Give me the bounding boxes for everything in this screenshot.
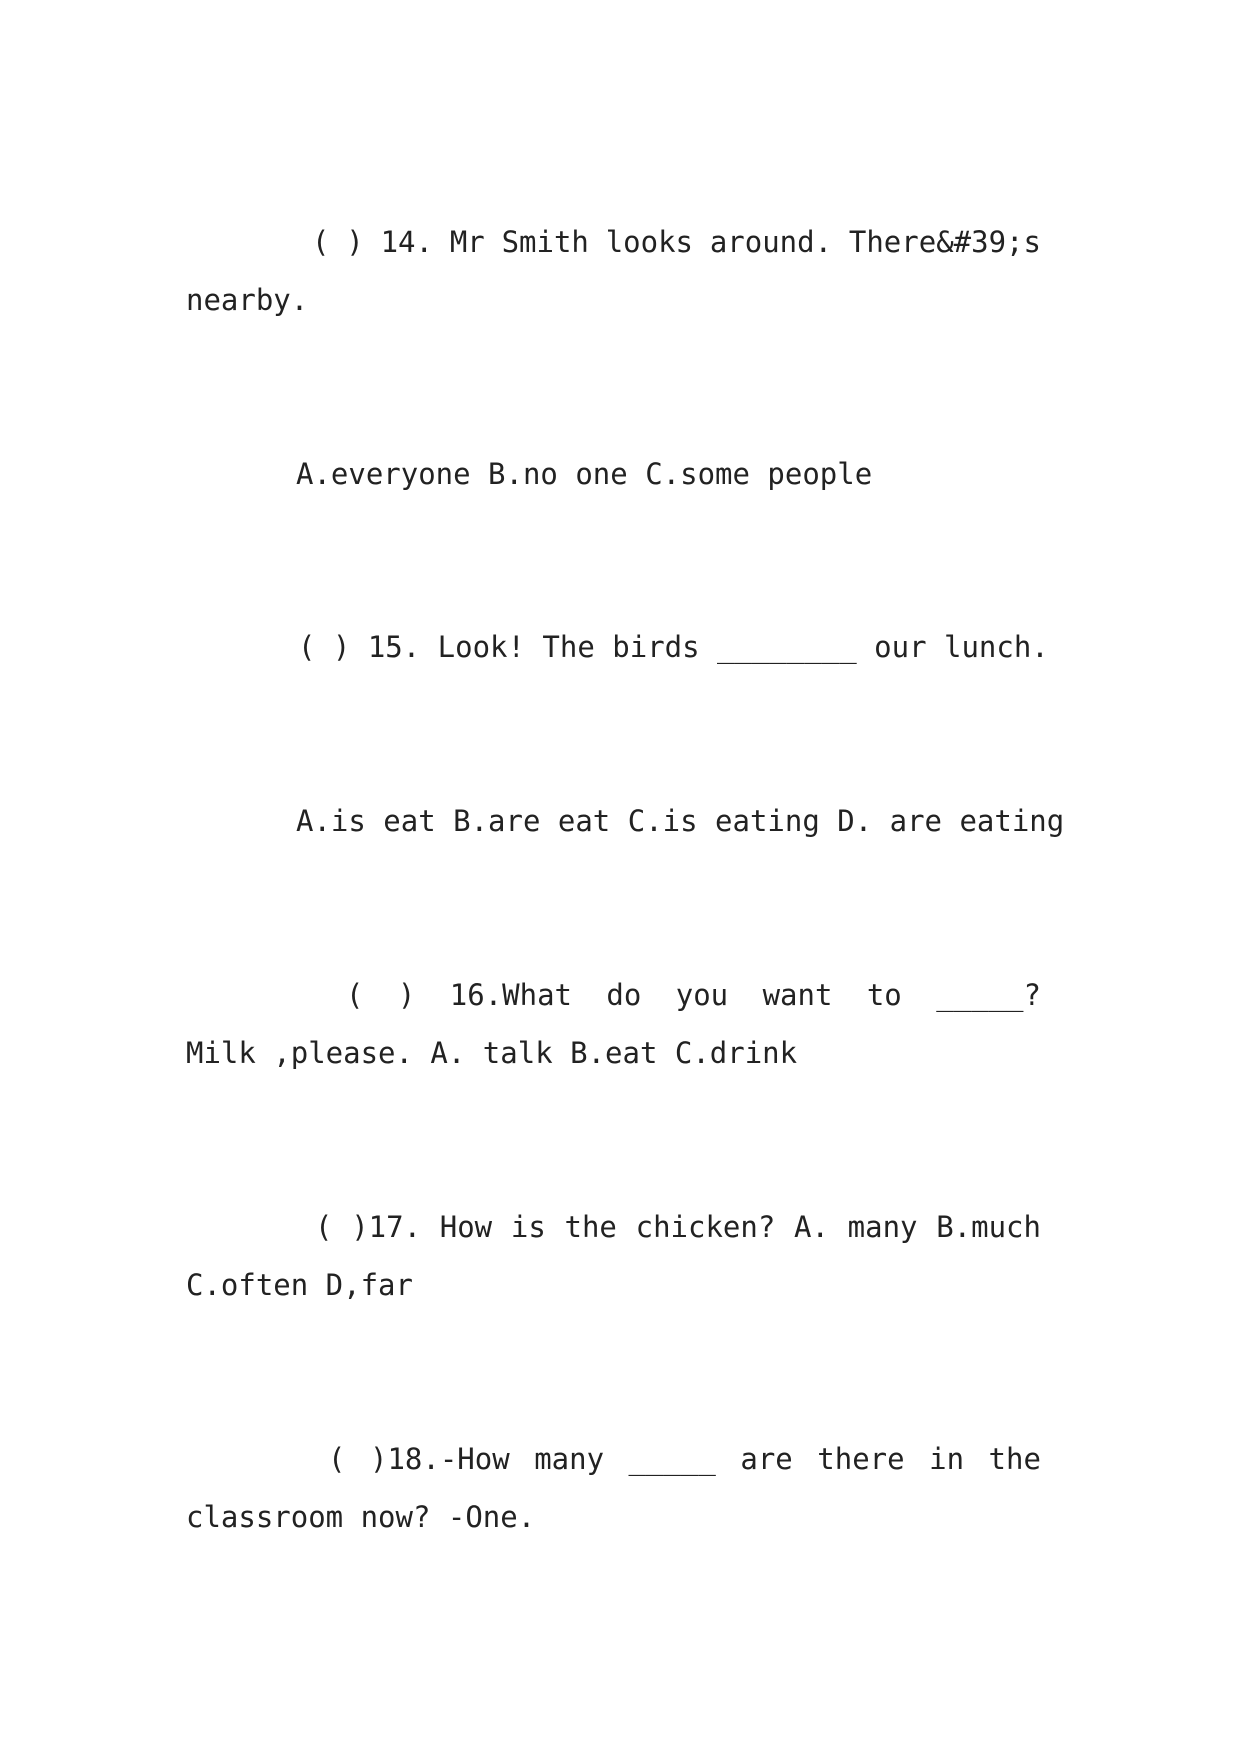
- q17-line2: C.often D,far: [186, 1268, 413, 1302]
- q18-w4: are: [740, 1442, 793, 1476]
- q18-w1: )18.-How: [369, 1442, 510, 1476]
- q14-options: A.everyone B.no one C.some people: [296, 457, 873, 491]
- q17-w7: many: [847, 1210, 918, 1244]
- q16-w0: (: [346, 978, 364, 1012]
- q17-w3: is: [510, 1210, 546, 1244]
- q14-w6: around.: [709, 225, 833, 259]
- q16-w2: 16.What: [449, 978, 572, 1012]
- q18-w6: in: [929, 1442, 965, 1476]
- q15-options: A.is eat B.are eat C.is eating D. are eating: [296, 804, 1065, 838]
- q18-w0: (: [328, 1442, 346, 1476]
- q17-w8: B.much: [936, 1210, 1041, 1244]
- q14-line1: [312, 225, 1041, 259]
- q14-line2: nearby.: [186, 283, 309, 317]
- q17-w6: A.: [794, 1210, 829, 1244]
- q16-w5: want: [762, 978, 833, 1012]
- q18-line2: classroom now? -One.: [186, 1500, 536, 1534]
- q16-w4: you: [675, 978, 729, 1012]
- q17-w2: How: [439, 1210, 493, 1244]
- q14-w4: Smith: [501, 225, 589, 259]
- q16-w3: do: [606, 978, 642, 1012]
- q16-line1: [346, 978, 1041, 1012]
- q15-line1: ( ) 15. Look! The birds ________ our lunch.: [298, 630, 1049, 664]
- q18-line1: [328, 1442, 1041, 1476]
- q17-w1: )17.: [351, 1210, 422, 1244]
- q17-w5: chicken?: [635, 1210, 776, 1244]
- q16-w6: to: [866, 978, 902, 1012]
- q17-w0: (: [315, 1210, 333, 1244]
- q18-w7: the: [988, 1442, 1041, 1476]
- q14-w1: ): [346, 225, 364, 259]
- q14-w7: There&#39;s: [848, 225, 1041, 259]
- q16-w7: _____?: [936, 978, 1041, 1012]
- q18-w3: _____: [628, 1442, 716, 1476]
- q14-w3: Mr: [449, 225, 485, 259]
- q14-w0: (: [312, 225, 330, 259]
- q18-w5: there: [817, 1442, 905, 1476]
- q17-w4: the: [564, 1210, 617, 1244]
- q18-w2: many: [534, 1442, 605, 1476]
- q16-w1: ): [397, 978, 416, 1012]
- q17-line1: [315, 1210, 1041, 1244]
- q14-w5: looks: [605, 225, 694, 259]
- q16-line2: Milk ,please. A. talk B.eat C.drink: [186, 1036, 798, 1070]
- q14-w2: 14.: [380, 225, 433, 259]
